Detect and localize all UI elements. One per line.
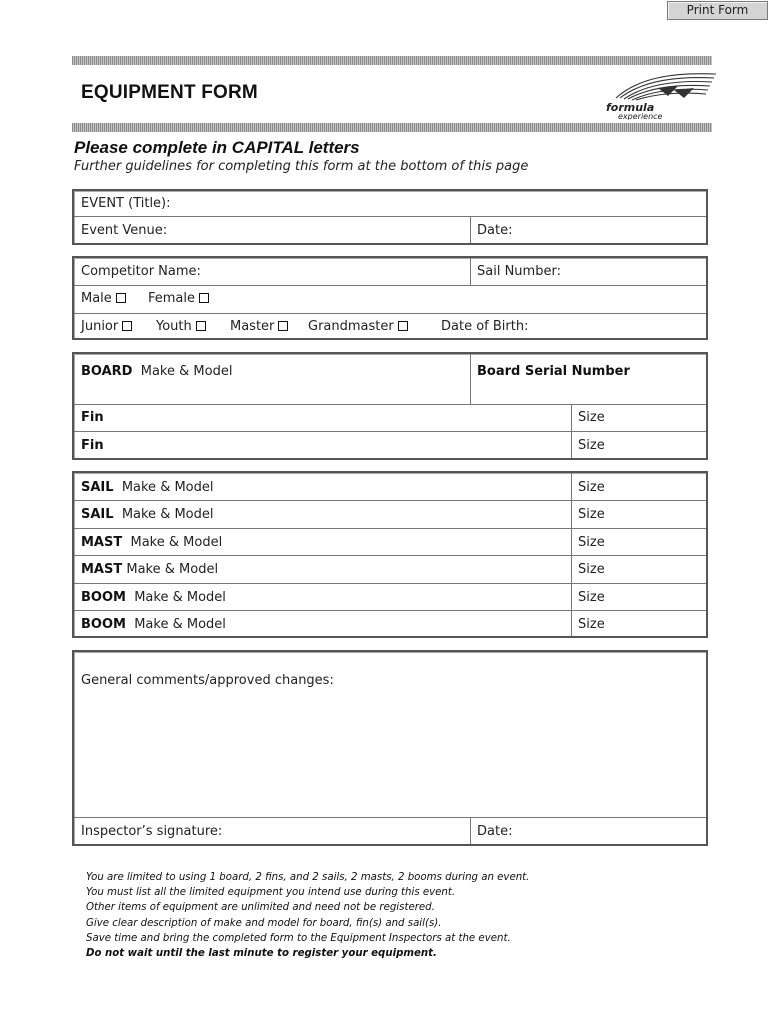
svg-text:experience: experience <box>618 112 663 120</box>
fin-1-label: Fin <box>81 410 104 425</box>
female-option[interactable]: Female <box>148 291 209 306</box>
header-bottom-bar <box>72 123 712 132</box>
junior-option[interactable]: Junior <box>81 319 132 334</box>
fin-2-label: Fin <box>81 438 104 453</box>
note-line: You must list all the limited equipment you intend use during this event. <box>86 887 456 899</box>
mast-2-label: MAST Make & Model <box>81 562 219 577</box>
master-option[interactable]: Master <box>230 319 288 334</box>
boom-2-size-label: Size <box>578 617 605 632</box>
event-venue-label: Event Venue: <box>81 223 168 238</box>
sail-1-size-label: Size <box>578 480 605 495</box>
fin-2-size-label: Size <box>578 438 605 453</box>
sail-number-label: Sail Number: <box>477 264 561 279</box>
formula-experience-logo <box>598 68 718 120</box>
guidelines-note: Further guidelines for completing this form at the bottom of this page <box>74 159 529 174</box>
event-date-label: Date: <box>477 223 513 238</box>
general-comments-label: General comments/approved changes: <box>81 673 334 688</box>
rig-section <box>72 471 708 638</box>
sail-2-size-label: Size <box>578 507 605 522</box>
male-option[interactable]: Male <box>81 291 126 306</box>
inspection-date-label: Date: <box>477 824 513 839</box>
note-line: You are limited to using 1 board, 2 fins, and 2 sails, 2 masts, 2 booms during an event. <box>86 872 530 883</box>
print-form-button[interactable]: Print Form <box>667 1 768 20</box>
boom-1-size-label: Size <box>578 590 605 605</box>
youth-option[interactable]: Youth <box>156 319 206 334</box>
form-notes <box>86 870 529 961</box>
mast-1-label: MAST Make & Model <box>81 535 223 550</box>
event-section <box>72 189 708 245</box>
inspector-signature-label: Inspector’s signature: <box>81 824 223 839</box>
female-checkbox[interactable] <box>199 293 209 303</box>
mast-2-size-label: Size <box>578 562 605 577</box>
male-checkbox[interactable] <box>116 293 126 303</box>
junior-checkbox[interactable] <box>122 321 132 331</box>
form-title: EQUIPMENT FORM <box>81 82 258 103</box>
master-checkbox[interactable] <box>278 321 288 331</box>
sail-1-label: SAIL Make & Model <box>81 480 214 495</box>
date-of-birth-label: Date of Birth: <box>441 319 529 334</box>
boom-1-label: BOOM Make & Model <box>81 590 226 605</box>
board-serial-label: Board Serial Number <box>477 364 630 379</box>
boom-2-label: BOOM Make & Model <box>81 617 226 632</box>
board-section <box>72 352 708 460</box>
mast-1-size-label: Size <box>578 535 605 550</box>
note-line: Save time and bring the completed form to the Equipment Inspectors at the event. <box>86 932 511 944</box>
note-line-warning: Do not wait until the last minute to register your equipment. <box>86 948 437 960</box>
sail-2-label: SAIL Make & Model <box>81 507 214 522</box>
comments-section <box>72 650 708 846</box>
youth-checkbox[interactable] <box>196 321 206 331</box>
grandmaster-option[interactable]: Grandmaster <box>308 319 408 334</box>
note-line: Other items of equipment are unlimited and need not be registered. <box>86 902 435 914</box>
event-title-label: EVENT (Title): <box>81 196 171 211</box>
grandmaster-checkbox[interactable] <box>398 321 408 331</box>
fin-1-size-label: Size <box>578 410 605 425</box>
competitor-section <box>72 256 708 340</box>
competitor-name-label: Competitor Name: <box>81 264 201 279</box>
svg-text:formula: formula <box>606 101 655 114</box>
note-line: Give clear description of make and model for board, fin(s) and sail(s). <box>86 917 442 929</box>
header-top-bar <box>72 56 712 65</box>
board-make-model-label: BOARD Make & Model <box>81 364 233 379</box>
capital-letters-instruction: Please complete in CAPITAL letters <box>74 138 360 157</box>
